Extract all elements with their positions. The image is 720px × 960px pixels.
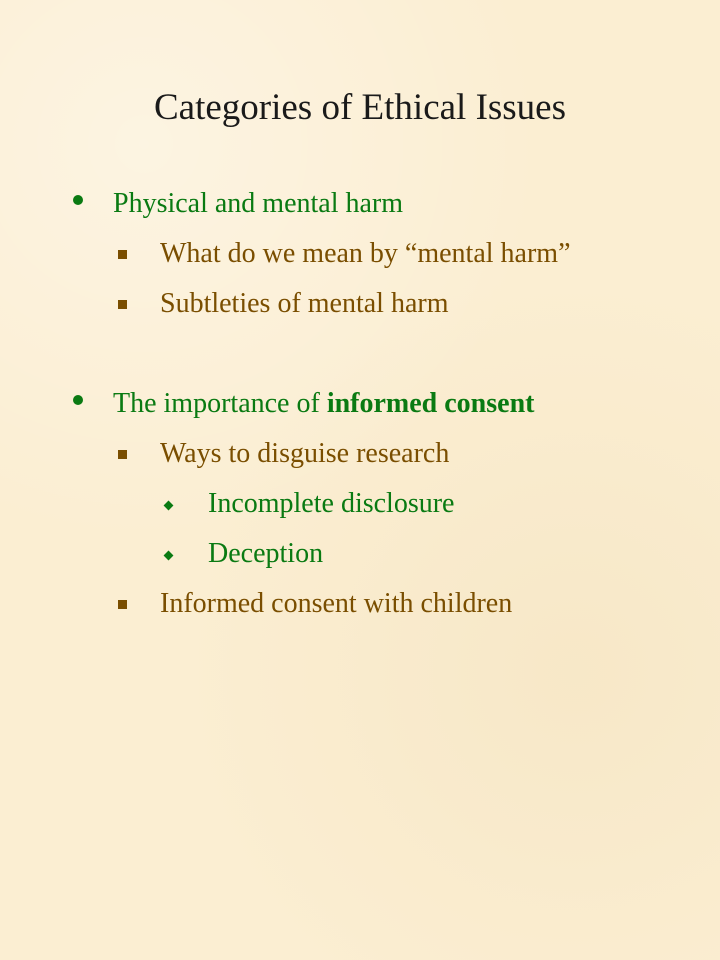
slide-title: Categories of Ethical Issues bbox=[153, 87, 567, 128]
list-item-text: Subtleties of mental harm bbox=[160, 288, 449, 319]
list-item-text: Physical and mental harm bbox=[113, 188, 404, 219]
square-bullet-icon bbox=[118, 250, 127, 259]
list-item-text: Ways to disguise research bbox=[160, 438, 450, 469]
diamond-bullet-icon bbox=[164, 501, 174, 511]
list-item-text: What do we mean by “mental harm” bbox=[160, 238, 571, 269]
square-bullet-icon bbox=[118, 600, 127, 609]
list-item-text: Deception bbox=[208, 538, 324, 569]
list-item-text-plain: The importance of bbox=[113, 388, 327, 419]
round-bullet-icon bbox=[73, 195, 83, 205]
square-bullet-icon bbox=[118, 450, 127, 459]
list-item-text-emphasis: informed consent bbox=[326, 388, 535, 419]
square-bullet-icon bbox=[118, 300, 127, 309]
list-item-text: Informed consent with children bbox=[160, 588, 513, 619]
round-bullet-icon bbox=[73, 395, 83, 405]
diamond-bullet-icon bbox=[164, 551, 174, 561]
list-item-text bbox=[113, 386, 534, 422]
list-item-text: Incomplete disclosure bbox=[208, 488, 455, 519]
